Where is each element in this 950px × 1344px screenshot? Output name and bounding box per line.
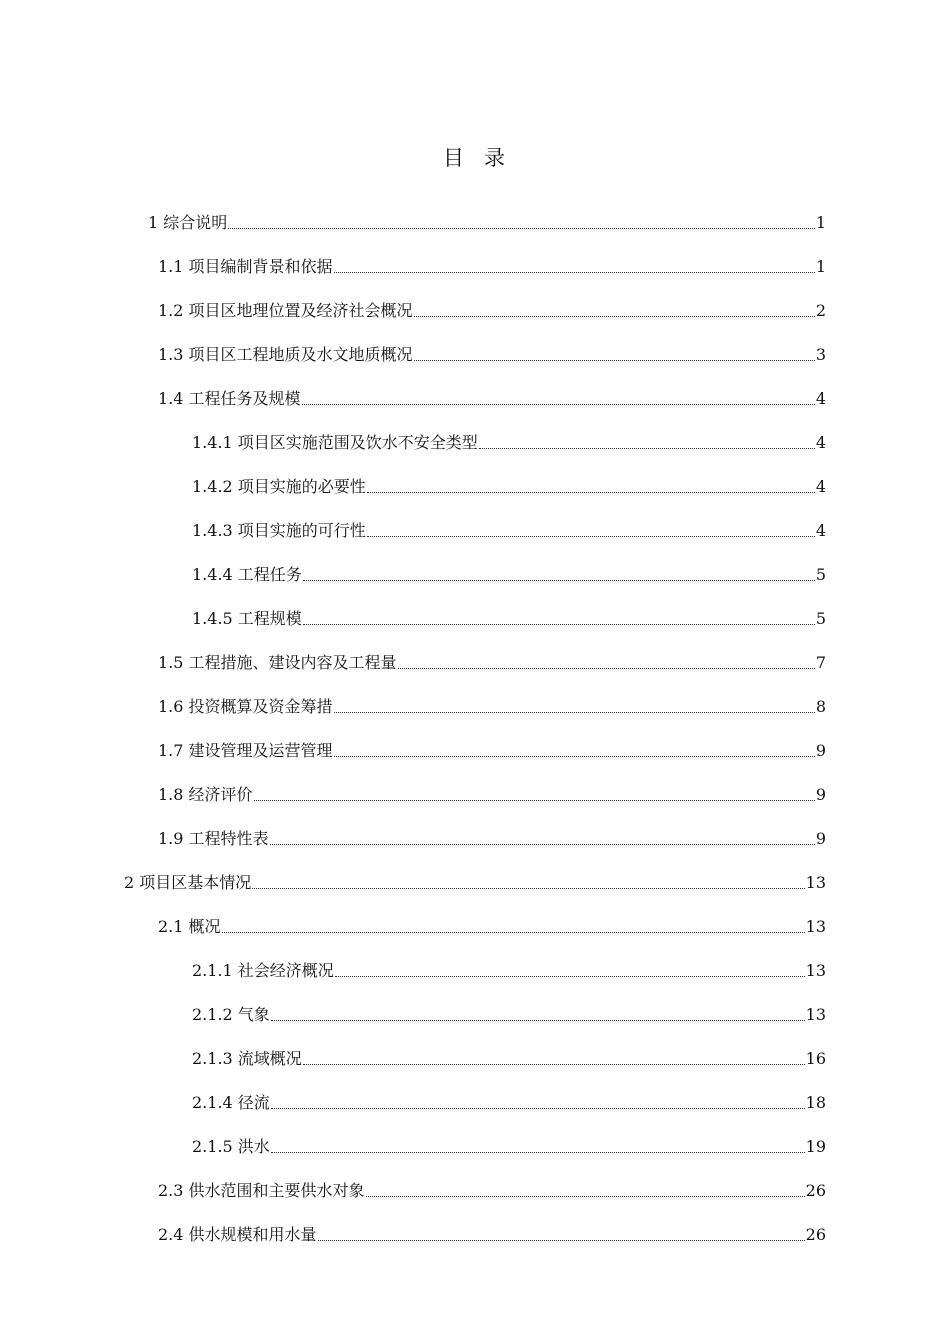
toc-entry[interactable] — [0, 850, 950, 894]
toc-entry-label: 1.4.2 项目实施的必要性 — [192, 477, 366, 496]
toc-leader-dots — [334, 712, 815, 713]
toc-entry-page-number: 26 — [805, 1225, 826, 1244]
toc-entry[interactable] — [0, 234, 950, 278]
toc-entry-label: 1.9 工程特性表 — [158, 829, 269, 848]
toc-entry-label: 1.4.4 工程任务 — [192, 565, 302, 584]
toc-entry-page-number: 8 — [815, 697, 826, 716]
toc-title-char-2: 录 — [484, 146, 507, 170]
toc-entry-label: 2.1.4 径流 — [192, 1093, 270, 1112]
toc-leader-dots — [303, 580, 815, 581]
toc-leader-dots — [303, 1064, 805, 1065]
toc-entry[interactable] — [0, 1202, 950, 1246]
toc-leader-dots — [271, 1108, 805, 1109]
toc-entry[interactable] — [0, 1026, 950, 1070]
toc-entry-page-number: 9 — [815, 785, 826, 804]
toc-entry-label: 1.4.1 项目区实施范围及饮水不安全类型 — [192, 433, 478, 452]
toc-entry[interactable] — [0, 586, 950, 630]
toc-entry[interactable] — [0, 366, 950, 410]
toc-entry[interactable] — [0, 806, 950, 850]
toc-leader-dots — [271, 1020, 805, 1021]
toc-entry-label: 1.4 工程任务及规模 — [158, 389, 301, 408]
toc-entry-label: 2.1.5 洪水 — [192, 1137, 270, 1156]
toc-leader-dots — [252, 888, 804, 889]
toc-entry-label: 1.2 项目区地理位置及经济社会概况 — [158, 301, 413, 320]
toc-entry-page-number: 2 — [815, 301, 826, 320]
toc-entry[interactable] — [0, 410, 950, 454]
toc-entry-label: 1.5 工程措施、建设内容及工程量 — [158, 653, 397, 672]
toc-entry-page-number: 3 — [815, 345, 826, 364]
toc-entry[interactable] — [0, 762, 950, 806]
toc-entry[interactable] — [0, 938, 950, 982]
toc-leader-dots — [367, 536, 815, 537]
toc-entry-page-number: 13 — [805, 961, 826, 980]
toc-leader-dots — [366, 1196, 805, 1197]
toc-entry[interactable] — [0, 674, 950, 718]
toc-entry-label: 1.8 经济评价 — [158, 785, 253, 804]
toc-title — [0, 144, 950, 172]
toc-leader-dots — [271, 1152, 805, 1153]
toc-entry-page-number: 1 — [815, 213, 826, 232]
toc-leader-dots — [318, 1240, 805, 1241]
toc-entry-page-number: 9 — [815, 741, 826, 760]
toc-entry-label: 1 综合说明 — [148, 213, 228, 232]
table-of-contents — [0, 190, 950, 1246]
toc-entry[interactable] — [0, 894, 950, 938]
toc-leader-dots — [414, 316, 815, 317]
toc-entry-label: 2.1.2 气象 — [192, 1005, 270, 1024]
toc-leader-dots — [270, 844, 815, 845]
toc-leader-dots — [302, 404, 815, 405]
toc-entry-page-number: 4 — [815, 433, 826, 452]
toc-entry-page-number: 7 — [815, 653, 826, 672]
toc-entry-label: 1.4.3 项目实施的可行性 — [192, 521, 366, 540]
toc-entry-label: 2 项目区基本情况 — [124, 873, 252, 892]
toc-entry-page-number: 18 — [805, 1093, 826, 1112]
toc-leader-dots — [254, 800, 815, 801]
toc-entry-page-number: 19 — [805, 1137, 826, 1156]
toc-entry[interactable] — [0, 278, 950, 322]
toc-entry-label: 1.7 建设管理及运营管理 — [158, 741, 333, 760]
toc-entry[interactable] — [0, 498, 950, 542]
toc-entry[interactable] — [0, 1158, 950, 1202]
toc-entry-page-number: 9 — [815, 829, 826, 848]
toc-entry-page-number: 1 — [815, 257, 826, 276]
toc-entry-page-number: 4 — [815, 389, 826, 408]
toc-entry-page-number: 16 — [805, 1049, 826, 1068]
toc-leader-dots — [222, 932, 805, 933]
toc-entry-label: 1.1 项目编制背景和依据 — [158, 257, 333, 276]
toc-entry[interactable] — [0, 322, 950, 366]
toc-leader-dots — [414, 360, 815, 361]
toc-entry-label: 1.4.5 工程规模 — [192, 609, 302, 628]
toc-entry[interactable] — [0, 542, 950, 586]
toc-entry-label: 1.3 项目区工程地质及水文地质概况 — [158, 345, 413, 364]
toc-entry-label: 2.1.1 社会经济概况 — [192, 961, 334, 980]
toc-entry-page-number: 26 — [805, 1181, 826, 1200]
toc-leader-dots — [303, 624, 815, 625]
toc-entry-page-number: 5 — [815, 565, 826, 584]
toc-entry-page-number: 5 — [815, 609, 826, 628]
toc-leader-dots — [228, 228, 815, 229]
toc-entry-label: 2.1.3 流域概况 — [192, 1049, 302, 1068]
toc-leader-dots — [479, 448, 815, 449]
toc-entry-page-number: 13 — [805, 1005, 826, 1024]
toc-entry-page-number: 4 — [815, 521, 826, 540]
toc-entry-page-number: 13 — [805, 917, 826, 936]
toc-entry[interactable] — [0, 982, 950, 1026]
toc-leader-dots — [334, 272, 815, 273]
toc-entry[interactable] — [0, 190, 950, 234]
toc-leader-dots — [398, 668, 815, 669]
toc-entry-label: 2.3 供水范围和主要供水对象 — [158, 1181, 365, 1200]
toc-leader-dots — [367, 492, 815, 493]
toc-entry[interactable] — [0, 1114, 950, 1158]
toc-entry-label: 1.6 投资概算及资金筹措 — [158, 697, 333, 716]
toc-entry-label: 2.1 概况 — [158, 917, 221, 936]
toc-entry[interactable] — [0, 454, 950, 498]
toc-entry[interactable] — [0, 1070, 950, 1114]
toc-leader-dots — [334, 756, 815, 757]
toc-leader-dots — [335, 976, 805, 977]
toc-entry-label: 2.4 供水规模和用水量 — [158, 1225, 317, 1244]
toc-entry-page-number: 4 — [815, 477, 826, 496]
toc-title-char-1: 目 — [443, 146, 466, 170]
toc-entry[interactable] — [0, 718, 950, 762]
toc-entry-page-number: 13 — [805, 873, 826, 892]
toc-entry[interactable] — [0, 630, 950, 674]
